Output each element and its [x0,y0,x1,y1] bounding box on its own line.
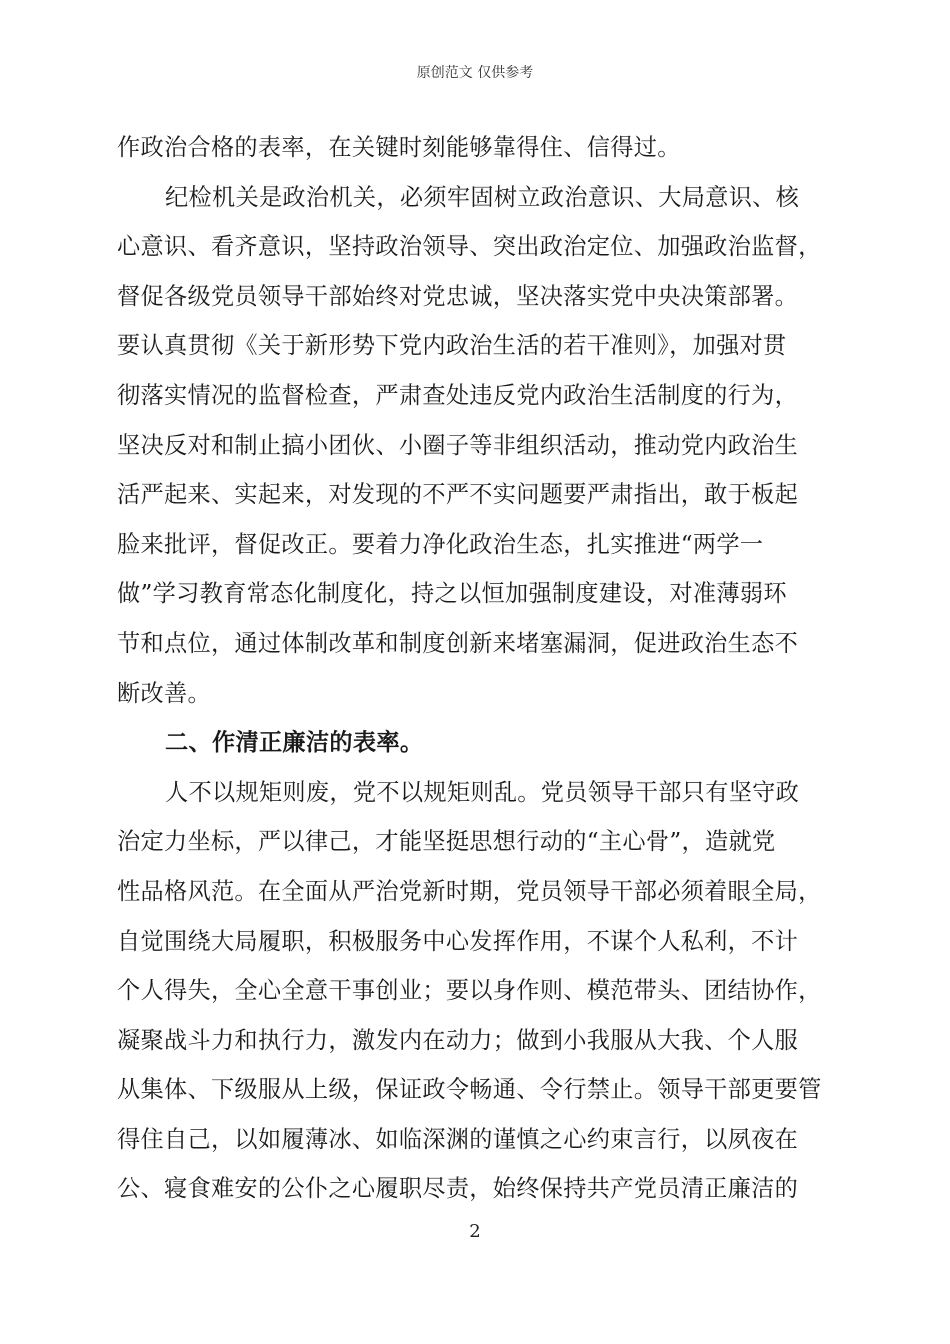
text-line: 坚决反对和制止搞小团伙、小圈子等非组织活动，推动党内政治生 [117,431,799,459]
text-line: 要认真贯彻《关于新形势下党内政治生活的若干准则》，加强对贯 [117,332,787,360]
text-line: 做”学习教育常态化制度化，持之以恒加强制度建设，对准薄弱环 [117,580,787,608]
text-line: 从集体、下级服从上级，保证政令畅通、令行禁止。领导干部更要管 [117,1076,822,1104]
document-body [117,131,842,1222]
text-line: 治定力坐标，严以律己，才能坚挺思想行动的“主心骨”，造就党 [117,828,776,856]
page-header: 原创范文 仅供参考 [416,65,534,81]
paragraph-start-line: 纪检机关是政治机关，必须牢固树立政治意识、大局意识、核 [165,183,800,211]
text-line: 活严起来、实起来，对发现的不严不实问题要严肃指出，敢于板起 [117,481,799,509]
text-line: 节和点位，通过体制改革和制度创新来堵塞漏洞，促进政治生态不 [117,629,799,657]
text-line: 公、寝食难安的公仆之心履职尽责，始终保持共产党员清正廉洁的 [117,1175,799,1203]
text-line: 凝聚战斗力和执行力，激发内在动力；做到小我服从大我、个人服 [117,1026,799,1054]
text-line: 个人得失，全心全意干事创业；要以身作则、模范带头、团结协作， [117,977,822,1005]
text-line: 作政治合格的表率，在关键时刻能够靠得住、信得过。 [117,134,681,161]
text-line: 督促各级党员领导干部始终对党忠诚，坚决落实党中央决策部署。 [117,282,799,310]
text-line: 断改善。 [117,679,211,707]
section-heading: 二、作清正廉洁的表率。 [165,729,424,757]
text-line: 心意识、看齐意识，坚持政治领导、突出政治定位、加强政治监督， [117,233,822,261]
text-line: 自觉围绕大局履职，积极服务中心发挥作用，不谋个人私利，不计 [117,927,799,955]
text-line: 性品格风范。在全面从严治党新时期，党员领导干部必须着眼全局， [117,877,822,905]
page-number: 2 [469,1221,481,1242]
text-line: 得住自己，以如履薄冰、如临深渊的谨慎之心约束言行，以夙夜在 [117,1125,799,1153]
text-line: 彻落实情况的监督检查，严肃查处违反党内政治生活制度的行为， [117,381,799,409]
paragraph-start-line: 人不以规矩则废，党不以规矩则乱。党员领导干部只有坚守政 [165,778,800,806]
text-line: 脸来批评，督促改正。要着力净化政治生态，扎实推进“两学一 [117,530,764,558]
